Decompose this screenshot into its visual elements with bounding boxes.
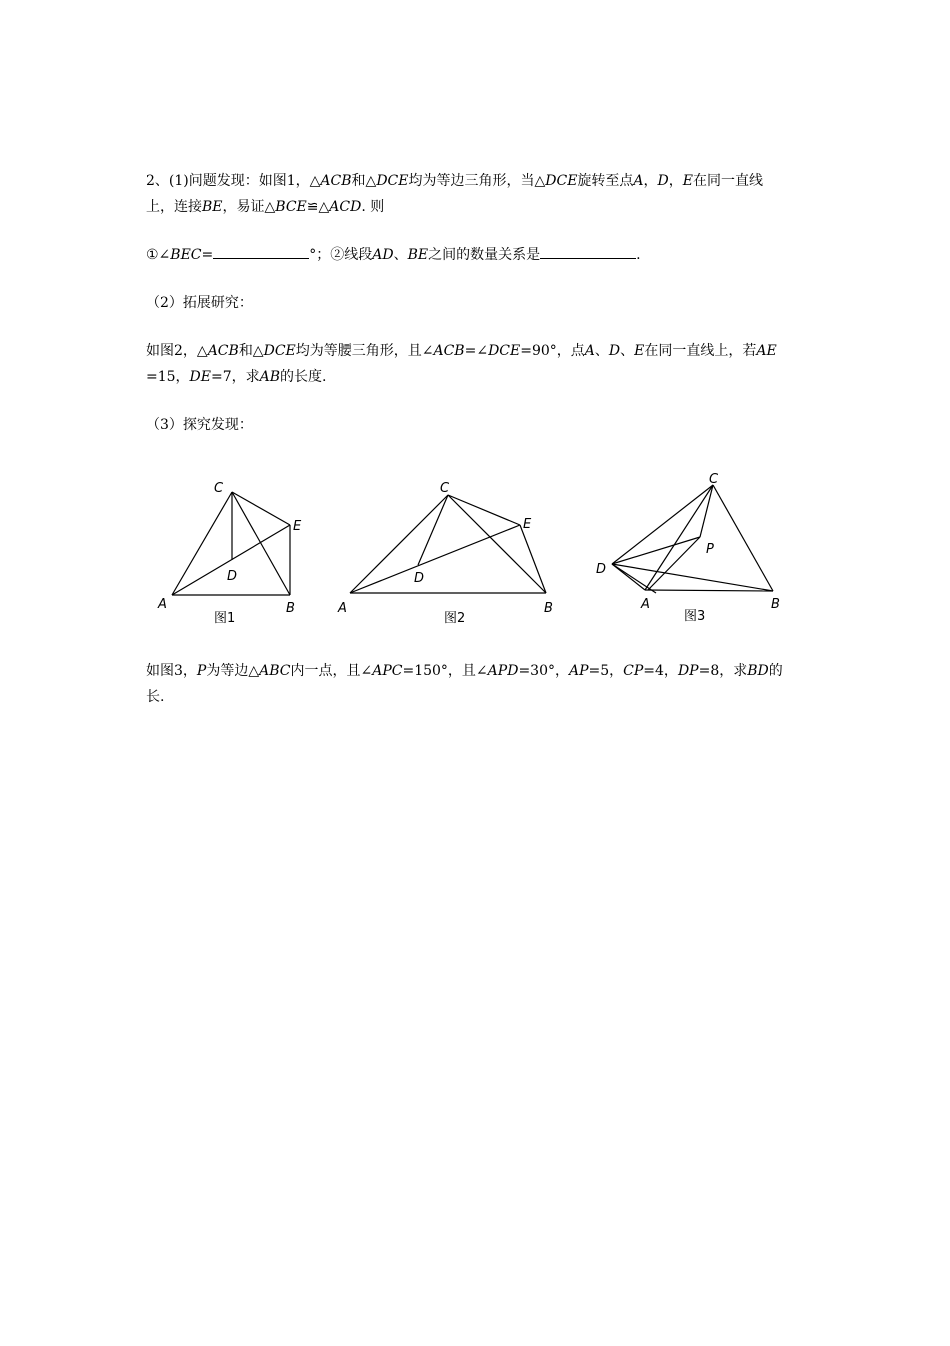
text: ， [643,173,658,189]
text: =90°，点 [520,343,585,359]
math-var: ACD [329,199,362,215]
math-var: BE [407,247,429,263]
text: 和△ [351,173,377,189]
math-var: AE [756,343,777,359]
segment-CB [232,492,290,595]
math-var: A [584,343,595,359]
text: ①∠ [146,247,171,263]
part3-line2: 长. [146,689,165,705]
answer-blank-relation[interactable] [540,246,636,259]
label-B: B [544,601,553,616]
part1-line1 [146,168,814,194]
text: 旋转至点 [577,173,634,189]
text: =4， [643,663,678,679]
text: 上，连接 [146,199,202,215]
label-D: D [596,562,607,577]
math-var: DCE [263,343,296,359]
text: . 则 [361,199,385,215]
math-var: APC [372,663,403,679]
math-var: AP [568,663,589,679]
segment-AE [350,525,520,593]
text: 均为等边三角形，当△ [408,173,546,189]
text: 的长度. [280,369,327,385]
text: 的 [768,663,783,679]
math-var: BEC [170,247,202,263]
text: =5， [588,663,624,679]
part3-line1 [146,658,814,684]
text: ≌△ [306,199,330,215]
segment-AC [172,492,232,595]
segment-AC [645,485,713,590]
text: °；②线段 [309,247,373,263]
segment-CE [448,495,520,525]
math-var: BE [202,199,223,215]
segment-AC [350,495,448,593]
math-var: BD [747,663,769,679]
math-var: E [634,343,645,359]
label-A: A [158,597,167,612]
text: 均为等腰三角形，且∠ [295,343,434,359]
figure-3 [590,465,800,630]
segment-DB [612,564,773,591]
label-C: C [709,472,719,487]
math-var: DCE [376,173,409,189]
math-var: D [608,343,621,359]
text: 在同一直线上，若 [644,343,757,359]
segment-PC [700,485,713,537]
label-C: C [440,481,450,496]
text: 2、(1)问题发现：如图1，△ [146,173,321,189]
label-A: A [641,597,650,612]
figure-2-caption: 图2 [444,611,466,626]
text: 、 [393,247,408,263]
label-B: B [771,597,780,612]
label-E: E [293,519,302,534]
math-var: APD [487,663,519,679]
math-var: CP [623,663,644,679]
label-D: D [227,569,238,584]
part1-line2 [146,194,814,220]
math-var: BCE [275,199,307,215]
segment-CB [713,485,773,591]
label-E: E [523,517,532,532]
text: 内一点，且∠ [290,663,373,679]
segment-AB [645,590,773,591]
text: 之间的数量关系是 [428,247,541,263]
math-var: ACB [320,173,352,189]
math-var: DP [677,663,699,679]
math-var: ACB [207,343,239,359]
math-var: A [633,173,644,189]
text: 、 [620,343,635,359]
text: 如图2，△ [146,343,208,359]
math-var: D [657,173,669,189]
text: 在同一直线 [693,173,764,189]
math-var: AD [372,247,394,263]
segment-CD [418,495,448,565]
math-var: DCE [545,173,578,189]
text: 如图3， [146,663,197,679]
figure-2 [330,470,570,630]
part2-line1 [146,338,814,364]
part2-line2 [146,364,814,390]
label-D: D [414,571,425,586]
answer-blank-angle[interactable] [213,246,309,259]
text: . [636,247,641,263]
math-var: E [682,173,694,189]
text: ， [668,173,683,189]
figure-1-caption: 图1 [214,611,236,626]
math-var: P [196,663,207,679]
math-var: DE [189,369,211,385]
label-A: A [338,601,347,616]
text: 、 [594,343,609,359]
text: ，易证△ [222,199,276,215]
math-var: ACB [433,343,465,359]
text: =15， [146,369,190,385]
segment-CB [448,495,546,593]
math-var: AB [259,369,281,385]
text: =30°， [518,663,569,679]
part3-heading: （3）探究发现： [146,417,253,433]
text: =8，求 [698,663,748,679]
part2-heading: （2）拓展研究： [146,295,253,311]
math-var: ABC [259,663,291,679]
part1-questions [146,242,814,268]
segment-EB [520,525,546,593]
math-var: DCE [488,343,521,359]
label-B: B [286,601,295,616]
text: = [201,247,214,263]
label-P: P [706,542,714,557]
figure-1 [150,470,320,630]
figure-3-caption: 图3 [684,609,706,624]
text: 为等边△ [206,663,260,679]
segment-AE [172,525,290,595]
text: 和△ [238,343,264,359]
text: =7，求 [211,369,260,385]
text: =150°，且∠ [402,663,488,679]
label-C: C [214,481,224,496]
segment-CD [612,485,713,564]
text: =∠ [464,343,489,359]
